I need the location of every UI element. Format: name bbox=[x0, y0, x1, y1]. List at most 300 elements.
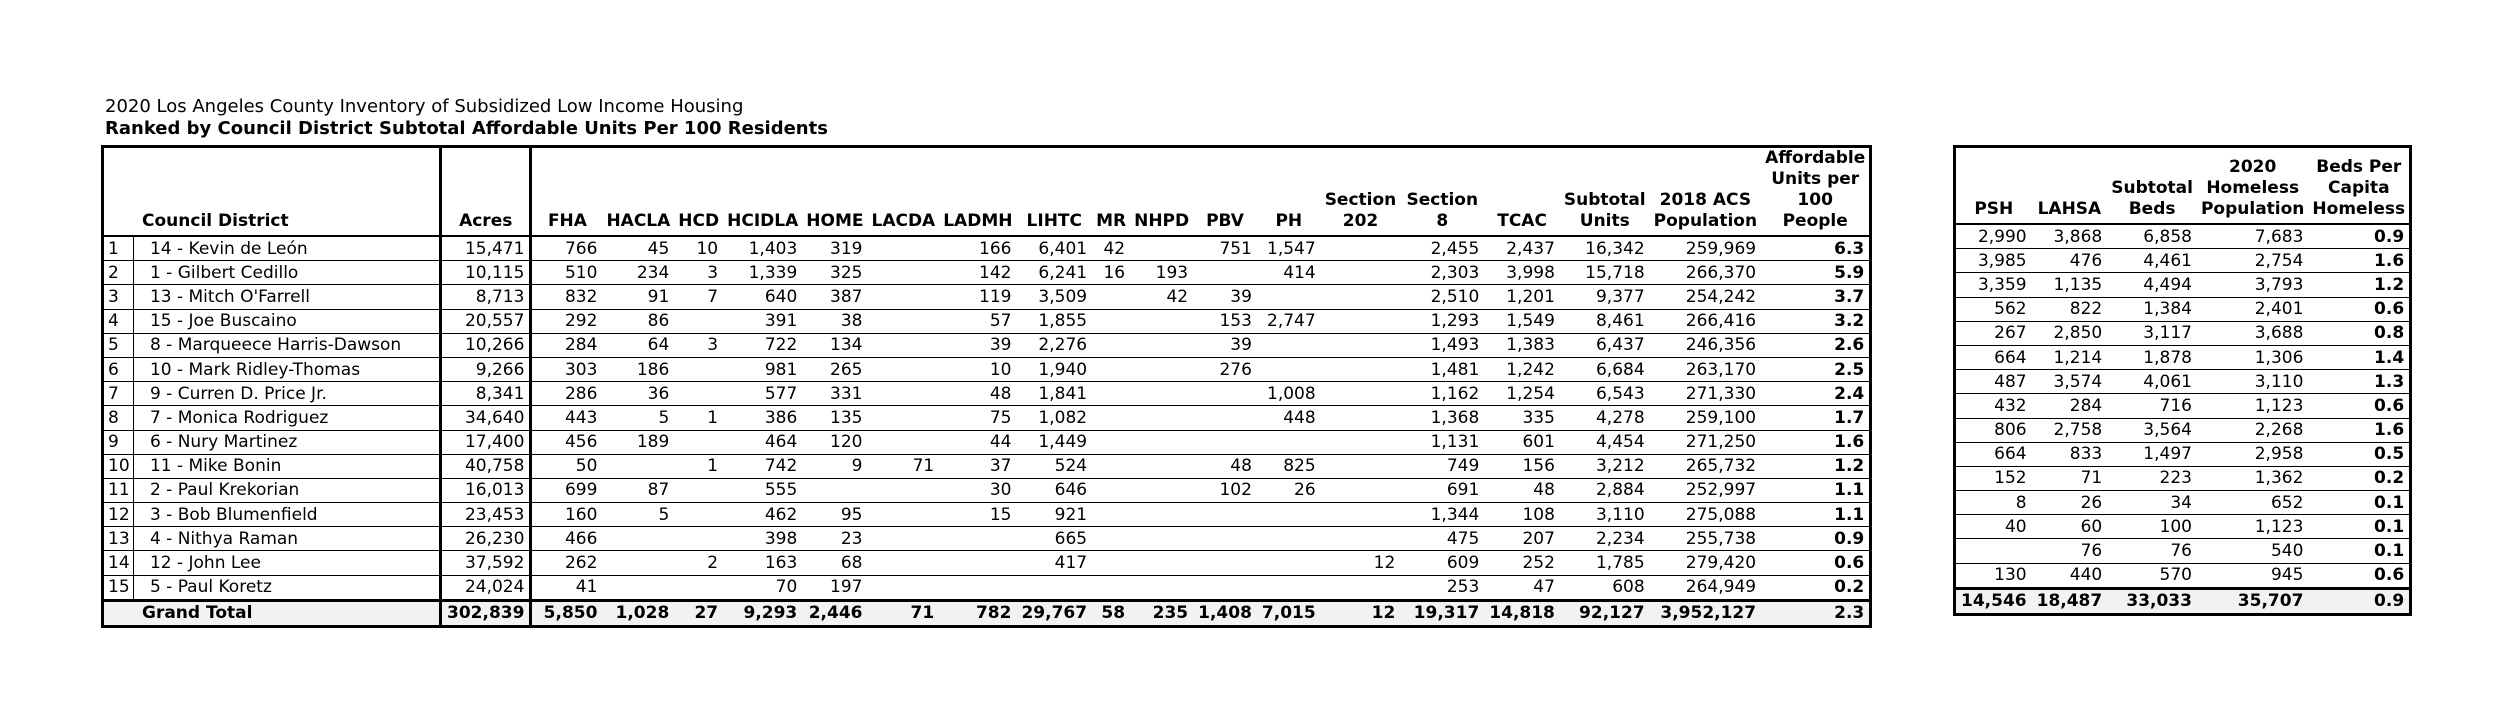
lacda-cell bbox=[867, 285, 939, 309]
table-row bbox=[1955, 563, 2411, 588]
table-row bbox=[1955, 491, 2411, 515]
hcidla-cell: 70 bbox=[723, 575, 802, 600]
col-header-subtotal-units: Subtotal Units bbox=[1563, 190, 1646, 231]
main-header-row bbox=[103, 147, 1871, 237]
s202-cell bbox=[1321, 430, 1401, 454]
psh-cell bbox=[1955, 539, 2032, 563]
total-tcac-cell: 14,818 bbox=[1484, 600, 1560, 626]
right-header-row bbox=[1955, 147, 2411, 225]
nhpd-cell: 193 bbox=[1130, 261, 1193, 285]
fha-cell: 286 bbox=[531, 382, 603, 406]
pop-cell: 275,088 bbox=[1650, 503, 1761, 527]
aff-cell: 1.6 bbox=[1761, 430, 1871, 454]
mr-cell bbox=[1092, 551, 1130, 575]
fha-cell: 832 bbox=[531, 285, 603, 309]
acres-cell: 17,400 bbox=[441, 430, 531, 454]
pop-cell: 266,370 bbox=[1650, 261, 1761, 285]
ladmh-cell bbox=[939, 551, 1016, 575]
mr-cell bbox=[1092, 527, 1130, 551]
acres-cell: 8,341 bbox=[441, 382, 531, 406]
aff-cell: 1.1 bbox=[1761, 478, 1871, 502]
rank-cell: 15 bbox=[103, 575, 134, 600]
lihtc-cell: 646 bbox=[1016, 478, 1092, 502]
rank-cell: 13 bbox=[103, 527, 134, 551]
aff-cell: 6.3 bbox=[1761, 236, 1871, 261]
homeless-cell: 3,110 bbox=[2197, 370, 2308, 394]
total-pop-cell: 3,952,127 bbox=[1650, 600, 1761, 626]
col-header-lihtc: LIHTC bbox=[1026, 211, 1082, 231]
total-mr-cell: 58 bbox=[1092, 600, 1130, 626]
beds-cell: 76 bbox=[2107, 539, 2197, 563]
col-header-section-202: Section 202 bbox=[1324, 190, 1397, 231]
hacla-cell: 45 bbox=[602, 236, 674, 261]
subtotal-cell: 3,212 bbox=[1560, 454, 1650, 478]
s202-cell bbox=[1321, 357, 1401, 381]
bpc-cell: 0.9 bbox=[2308, 224, 2410, 249]
beds-cell: 34 bbox=[2107, 491, 2197, 515]
aff-cell: 0.2 bbox=[1761, 575, 1871, 600]
total-homeless-cell: 35,707 bbox=[2197, 588, 2308, 614]
table-row bbox=[103, 551, 1871, 575]
subtotal-cell: 1,785 bbox=[1560, 551, 1650, 575]
fha-cell: 510 bbox=[531, 261, 603, 285]
hacla-cell: 36 bbox=[602, 382, 674, 406]
rank-cell: 5 bbox=[103, 333, 134, 357]
tcac-cell: 1,254 bbox=[1484, 382, 1560, 406]
rank-cell: 10 bbox=[103, 454, 134, 478]
ph-cell bbox=[1257, 575, 1321, 600]
col-header-tcac: TCAC bbox=[1497, 211, 1547, 231]
s202-cell bbox=[1321, 261, 1401, 285]
s8-cell: 2,510 bbox=[1400, 285, 1484, 309]
lahsa-cell: 76 bbox=[2032, 539, 2108, 563]
aff-cell: 3.2 bbox=[1761, 309, 1871, 333]
home-cell: 319 bbox=[802, 236, 867, 261]
nhpd-cell bbox=[1130, 527, 1193, 551]
home-cell bbox=[802, 478, 867, 502]
hcidla-cell: 742 bbox=[723, 454, 802, 478]
pbv-cell: 48 bbox=[1193, 454, 1257, 478]
nhpd-cell bbox=[1130, 575, 1193, 600]
col-header-homeless-population: 2020 Homeless Population bbox=[2200, 157, 2305, 219]
tcac-cell: 156 bbox=[1484, 454, 1560, 478]
s8-cell: 749 bbox=[1400, 454, 1484, 478]
homeless-cell: 1,123 bbox=[2197, 515, 2308, 539]
home-cell: 38 bbox=[802, 309, 867, 333]
council-district-cell: 8 - Marqueece Harris-Dawson bbox=[133, 333, 440, 357]
fha-cell: 766 bbox=[531, 236, 603, 261]
aff-cell: 2.6 bbox=[1761, 333, 1871, 357]
col-header-nhpd: NHPD bbox=[1134, 211, 1190, 231]
nhpd-cell bbox=[1130, 406, 1193, 430]
lacda-cell bbox=[867, 357, 939, 381]
table-row bbox=[1955, 370, 2411, 394]
s8-cell: 1,162 bbox=[1400, 382, 1484, 406]
subtotal-cell: 6,543 bbox=[1560, 382, 1650, 406]
beds-cell: 716 bbox=[2107, 394, 2197, 418]
col-header-hacla: HACLA bbox=[606, 211, 671, 231]
fha-cell: 456 bbox=[531, 430, 603, 454]
home-cell: 197 bbox=[802, 575, 867, 600]
total-beds-cell: 33,033 bbox=[2107, 588, 2197, 614]
lahsa-cell: 26 bbox=[2032, 491, 2108, 515]
pop-cell: 266,416 bbox=[1650, 309, 1761, 333]
total-hacla-cell: 1,028 bbox=[602, 600, 674, 626]
beds-cell: 100 bbox=[2107, 515, 2197, 539]
fha-cell: 50 bbox=[531, 454, 603, 478]
psh-cell: 2,990 bbox=[1955, 224, 2032, 249]
table-row bbox=[1955, 539, 2411, 563]
report-subtitle: Ranked by Council District Subtotal Affordable Units Per 100 Residents bbox=[105, 118, 828, 139]
council-district-cell: 4 - Nithya Raman bbox=[133, 527, 440, 551]
mr-cell: 42 bbox=[1092, 236, 1130, 261]
bpc-cell: 1.6 bbox=[2308, 418, 2410, 442]
council-district-cell: 2 - Paul Krekorian bbox=[133, 478, 440, 502]
ladmh-cell: 57 bbox=[939, 309, 1016, 333]
table-row bbox=[103, 357, 1871, 381]
nhpd-cell bbox=[1130, 357, 1193, 381]
col-header-subtotal-beds: Subtotal Beds bbox=[2111, 178, 2193, 219]
table-row bbox=[1955, 515, 2411, 539]
pbv-cell bbox=[1193, 382, 1257, 406]
aff-cell: 5.9 bbox=[1761, 261, 1871, 285]
homeless-beds-table bbox=[1953, 145, 2412, 616]
hacla-cell bbox=[602, 551, 674, 575]
acres-cell: 40,758 bbox=[441, 454, 531, 478]
hcidla-cell: 386 bbox=[723, 406, 802, 430]
lacda-cell bbox=[867, 309, 939, 333]
homeless-cell: 1,362 bbox=[2197, 466, 2308, 490]
aff-cell: 2.4 bbox=[1761, 382, 1871, 406]
lihtc-cell: 1,449 bbox=[1016, 430, 1092, 454]
total-fha-cell: 5,850 bbox=[531, 600, 603, 626]
acres-cell: 15,471 bbox=[441, 236, 531, 261]
rank-cell: 14 bbox=[103, 551, 134, 575]
lacda-cell: 71 bbox=[867, 454, 939, 478]
council-district-cell: 9 - Curren D. Price Jr. bbox=[133, 382, 440, 406]
ph-cell: 1,008 bbox=[1257, 382, 1321, 406]
aff-cell: 1.2 bbox=[1761, 454, 1871, 478]
table-row bbox=[103, 478, 1871, 502]
hcd-cell bbox=[674, 575, 723, 600]
ph-cell: 26 bbox=[1257, 478, 1321, 502]
tcac-cell: 207 bbox=[1484, 527, 1560, 551]
homeless-cell: 540 bbox=[2197, 539, 2308, 563]
pbv-cell: 276 bbox=[1193, 357, 1257, 381]
lacda-cell bbox=[867, 527, 939, 551]
home-cell: 9 bbox=[802, 454, 867, 478]
pop-cell: 271,250 bbox=[1650, 430, 1761, 454]
ladmh-cell bbox=[939, 527, 1016, 551]
mr-cell bbox=[1092, 503, 1130, 527]
s202-cell bbox=[1321, 575, 1401, 600]
mr-cell bbox=[1092, 357, 1130, 381]
rank-cell: 7 bbox=[103, 382, 134, 406]
s202-cell bbox=[1321, 382, 1401, 406]
subtotal-cell: 3,110 bbox=[1560, 503, 1650, 527]
hacla-cell: 234 bbox=[602, 261, 674, 285]
ladmh-cell bbox=[939, 575, 1016, 600]
bpc-cell: 0.5 bbox=[2308, 442, 2410, 466]
lihtc-cell: 1,940 bbox=[1016, 357, 1092, 381]
mr-cell bbox=[1092, 478, 1130, 502]
col-header-lahsa: LAHSA bbox=[2037, 199, 2102, 219]
lihtc-cell: 1,082 bbox=[1016, 406, 1092, 430]
total-lihtc-cell: 29,767 bbox=[1016, 600, 1092, 626]
lacda-cell bbox=[867, 236, 939, 261]
nhpd-cell bbox=[1130, 309, 1193, 333]
council-district-cell: 6 - Nury Martinez bbox=[133, 430, 440, 454]
hcd-cell bbox=[674, 503, 723, 527]
hcd-cell: 1 bbox=[674, 406, 723, 430]
beds-cell: 1,384 bbox=[2107, 297, 2197, 321]
subtotal-cell: 9,377 bbox=[1560, 285, 1650, 309]
homeless-cell: 652 bbox=[2197, 491, 2308, 515]
aff-cell: 0.9 bbox=[1761, 527, 1871, 551]
council-district-cell: 11 - Mike Bonin bbox=[133, 454, 440, 478]
s202-cell bbox=[1321, 333, 1401, 357]
homeless-cell: 7,683 bbox=[2197, 224, 2308, 249]
subtotal-cell: 2,234 bbox=[1560, 527, 1650, 551]
subtotal-cell: 6,684 bbox=[1560, 357, 1650, 381]
rank-cell: 1 bbox=[103, 236, 134, 261]
fha-cell: 303 bbox=[531, 357, 603, 381]
s8-cell: 1,481 bbox=[1400, 357, 1484, 381]
hcidla-cell: 555 bbox=[723, 478, 802, 502]
col-header-affordable-units: Affordable Units per 100 People bbox=[1765, 148, 1866, 231]
s202-cell bbox=[1321, 454, 1401, 478]
nhpd-cell bbox=[1130, 236, 1193, 261]
tcac-cell: 601 bbox=[1484, 430, 1560, 454]
table-row bbox=[103, 575, 1871, 600]
pop-cell: 254,242 bbox=[1650, 285, 1761, 309]
lahsa-cell: 1,214 bbox=[2032, 345, 2108, 369]
mr-cell: 16 bbox=[1092, 261, 1130, 285]
hacla-cell bbox=[602, 575, 674, 600]
lihtc-cell: 2,276 bbox=[1016, 333, 1092, 357]
hacla-cell: 186 bbox=[602, 357, 674, 381]
pbv-cell: 39 bbox=[1193, 333, 1257, 357]
aff-cell: 0.6 bbox=[1761, 551, 1871, 575]
homeless-cell: 3,793 bbox=[2197, 273, 2308, 297]
psh-cell: 40 bbox=[1955, 515, 2032, 539]
table-row bbox=[103, 454, 1871, 478]
beds-cell: 1,497 bbox=[2107, 442, 2197, 466]
lahsa-cell: 60 bbox=[2032, 515, 2108, 539]
homeless-cell: 2,754 bbox=[2197, 249, 2308, 273]
ph-cell: 414 bbox=[1257, 261, 1321, 285]
lihtc-cell: 921 bbox=[1016, 503, 1092, 527]
table-row bbox=[103, 333, 1871, 357]
subtotal-cell: 4,278 bbox=[1560, 406, 1650, 430]
hacla-cell: 5 bbox=[602, 503, 674, 527]
ladmh-cell: 119 bbox=[939, 285, 1016, 309]
subtotal-cell: 4,454 bbox=[1560, 430, 1650, 454]
hcd-cell bbox=[674, 430, 723, 454]
pop-cell: 263,170 bbox=[1650, 357, 1761, 381]
home-cell: 23 bbox=[802, 527, 867, 551]
lahsa-cell: 284 bbox=[2032, 394, 2108, 418]
table-row bbox=[103, 430, 1871, 454]
hcd-cell: 7 bbox=[674, 285, 723, 309]
nhpd-cell bbox=[1130, 454, 1193, 478]
ladmh-cell: 75 bbox=[939, 406, 1016, 430]
acres-cell: 34,640 bbox=[441, 406, 531, 430]
s8-cell: 253 bbox=[1400, 575, 1484, 600]
col-header-pbv: PBV bbox=[1206, 211, 1244, 231]
home-cell: 120 bbox=[802, 430, 867, 454]
fha-cell: 160 bbox=[531, 503, 603, 527]
ph-cell: 1,547 bbox=[1257, 236, 1321, 261]
psh-cell: 664 bbox=[1955, 442, 2032, 466]
s202-cell bbox=[1321, 478, 1401, 502]
mr-cell bbox=[1092, 430, 1130, 454]
ph-cell: 2,747 bbox=[1257, 309, 1321, 333]
rank-cell: 12 bbox=[103, 503, 134, 527]
tcac-cell: 335 bbox=[1484, 406, 1560, 430]
bpc-cell: 0.6 bbox=[2308, 563, 2410, 588]
beds-cell: 3,117 bbox=[2107, 321, 2197, 345]
ladmh-cell: 142 bbox=[939, 261, 1016, 285]
lihtc-cell: 6,401 bbox=[1016, 236, 1092, 261]
beds-cell: 223 bbox=[2107, 466, 2197, 490]
homeless-cell: 1,306 bbox=[2197, 345, 2308, 369]
lihtc-cell bbox=[1016, 575, 1092, 600]
bpc-cell: 0.1 bbox=[2308, 515, 2410, 539]
homeless-cell: 945 bbox=[2197, 563, 2308, 588]
subtotal-cell: 2,884 bbox=[1560, 478, 1650, 502]
s8-cell: 475 bbox=[1400, 527, 1484, 551]
table-row bbox=[1955, 394, 2411, 418]
subtotal-cell: 608 bbox=[1560, 575, 1650, 600]
pbv-cell: 102 bbox=[1193, 478, 1257, 502]
pbv-cell: 153 bbox=[1193, 309, 1257, 333]
ph-cell bbox=[1257, 430, 1321, 454]
home-cell: 325 bbox=[802, 261, 867, 285]
hcidla-cell: 1,403 bbox=[723, 236, 802, 261]
ladmh-cell: 15 bbox=[939, 503, 1016, 527]
table-row bbox=[1955, 273, 2411, 297]
psh-cell: 130 bbox=[1955, 563, 2032, 588]
ladmh-cell: 39 bbox=[939, 333, 1016, 357]
homeless-cell: 2,401 bbox=[2197, 297, 2308, 321]
hacla-cell: 91 bbox=[602, 285, 674, 309]
hacla-cell: 189 bbox=[602, 430, 674, 454]
ph-cell bbox=[1257, 285, 1321, 309]
lacda-cell bbox=[867, 406, 939, 430]
col-header-ladmh: LADMH bbox=[943, 211, 1013, 231]
hcd-cell: 3 bbox=[674, 333, 723, 357]
total-ladmh-cell: 782 bbox=[939, 600, 1016, 626]
table-row bbox=[1955, 418, 2411, 442]
council-district-cell: 15 - Joe Buscaino bbox=[133, 309, 440, 333]
tcac-cell: 108 bbox=[1484, 503, 1560, 527]
hcidla-cell: 398 bbox=[723, 527, 802, 551]
psh-cell: 487 bbox=[1955, 370, 2032, 394]
bpc-cell: 0.1 bbox=[2308, 539, 2410, 563]
total-s8-cell: 19,317 bbox=[1400, 600, 1484, 626]
total-psh-cell: 14,546 bbox=[1955, 588, 2032, 614]
lihtc-cell: 6,241 bbox=[1016, 261, 1092, 285]
tcac-cell: 1,201 bbox=[1484, 285, 1560, 309]
s8-cell: 1,344 bbox=[1400, 503, 1484, 527]
acres-cell: 24,024 bbox=[441, 575, 531, 600]
hacla-cell bbox=[602, 454, 674, 478]
hacla-cell: 86 bbox=[602, 309, 674, 333]
subtotal-cell: 15,718 bbox=[1560, 261, 1650, 285]
acres-cell: 10,115 bbox=[441, 261, 531, 285]
lahsa-cell: 1,135 bbox=[2032, 273, 2108, 297]
acres-cell: 23,453 bbox=[441, 503, 531, 527]
lacda-cell bbox=[867, 478, 939, 502]
s202-cell bbox=[1321, 503, 1401, 527]
pop-cell: 265,732 bbox=[1650, 454, 1761, 478]
acres-cell: 16,013 bbox=[441, 478, 531, 502]
lacda-cell bbox=[867, 503, 939, 527]
nhpd-cell: 42 bbox=[1130, 285, 1193, 309]
main-table-body bbox=[103, 236, 1871, 627]
s8-cell: 609 bbox=[1400, 551, 1484, 575]
acres-cell: 20,557 bbox=[441, 309, 531, 333]
hcd-cell: 1 bbox=[674, 454, 723, 478]
rank-cell: 4 bbox=[103, 309, 134, 333]
s8-cell: 2,303 bbox=[1400, 261, 1484, 285]
col-header-hcd: HCD bbox=[678, 211, 720, 231]
pop-cell: 255,738 bbox=[1650, 527, 1761, 551]
col-header-hcidla: HCIDLA bbox=[727, 211, 799, 231]
total-lacda-cell: 71 bbox=[867, 600, 939, 626]
subtotal-cell: 8,461 bbox=[1560, 309, 1650, 333]
rank-cell: 11 bbox=[103, 478, 134, 502]
grand-total-label: Grand Total bbox=[103, 600, 441, 626]
hacla-cell: 64 bbox=[602, 333, 674, 357]
s8-cell: 1,293 bbox=[1400, 309, 1484, 333]
tcac-cell: 1,549 bbox=[1484, 309, 1560, 333]
fha-cell: 41 bbox=[531, 575, 603, 600]
ladmh-cell: 10 bbox=[939, 357, 1016, 381]
hacla-cell: 87 bbox=[602, 478, 674, 502]
col-header-acs-population: 2018 ACS Population bbox=[1653, 190, 1758, 231]
home-cell: 265 bbox=[802, 357, 867, 381]
homeless-cell: 2,958 bbox=[2197, 442, 2308, 466]
pop-cell: 259,969 bbox=[1650, 236, 1761, 261]
subtotal-cell: 16,342 bbox=[1560, 236, 1650, 261]
hacla-cell bbox=[602, 527, 674, 551]
pbv-cell: 39 bbox=[1193, 285, 1257, 309]
col-header-psh: PSH bbox=[1974, 199, 2014, 219]
bpc-cell: 1.6 bbox=[2308, 249, 2410, 273]
total-home-cell: 2,446 bbox=[802, 600, 867, 626]
council-district-cell: 7 - Monica Rodriguez bbox=[133, 406, 440, 430]
fha-cell: 443 bbox=[531, 406, 603, 430]
lihtc-cell: 665 bbox=[1016, 527, 1092, 551]
beds-cell: 4,494 bbox=[2107, 273, 2197, 297]
col-header-fha: FHA bbox=[531, 147, 603, 237]
col-header-mr: MR bbox=[1096, 211, 1127, 231]
acres-cell: 8,713 bbox=[441, 285, 531, 309]
pbv-cell bbox=[1193, 575, 1257, 600]
s8-cell: 1,131 bbox=[1400, 430, 1484, 454]
grand-total-row bbox=[1955, 588, 2411, 614]
table-row bbox=[103, 527, 1871, 551]
table-row bbox=[1955, 224, 2411, 249]
council-district-cell: 3 - Bob Blumenfield bbox=[133, 503, 440, 527]
table-row bbox=[1955, 466, 2411, 490]
hcd-cell bbox=[674, 357, 723, 381]
s202-cell bbox=[1321, 285, 1401, 309]
table-row bbox=[1955, 442, 2411, 466]
ladmh-cell: 37 bbox=[939, 454, 1016, 478]
